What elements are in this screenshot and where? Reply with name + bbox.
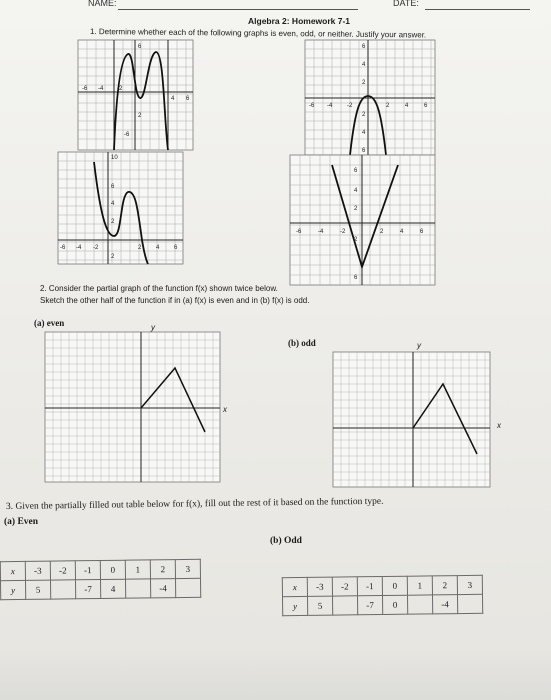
table-cell-blank[interactable] xyxy=(51,580,76,599)
g4-xtick: 2 xyxy=(380,229,384,235)
table-even xyxy=(0,559,201,600)
g3-ytick: 4 xyxy=(111,201,115,207)
g3-ytick: 2 xyxy=(111,254,115,260)
table-cell: 0 xyxy=(383,595,408,614)
g3-xtick: -4 xyxy=(76,245,82,251)
table-cell: 0 xyxy=(100,560,125,579)
q2-line1: 2. Consider the partial graph of the function f(x) shown twice below. xyxy=(40,284,278,293)
table-cell: 2 xyxy=(150,560,175,579)
q3-b-label: (b) Odd xyxy=(270,536,302,546)
g4-xtick: 4 xyxy=(400,229,404,235)
graph-4 xyxy=(290,155,435,285)
odd-x-axis-label: x xyxy=(497,421,501,430)
date-line xyxy=(425,9,530,10)
even-y-axis-label: y xyxy=(151,323,155,332)
g4-xtick: 6 xyxy=(420,229,424,235)
g2-ytick: 4 xyxy=(362,62,366,68)
g4-xtick: -6 xyxy=(296,229,302,235)
table-cell-blank[interactable] xyxy=(457,594,482,613)
worksheet-title: Algebra 2: Homework 7-1 xyxy=(248,16,351,26)
g1-ytick: -6 xyxy=(124,132,130,138)
table-cell: -3 xyxy=(25,561,50,580)
g2-ytick: 2 xyxy=(362,80,366,86)
g3-ytick: 2 xyxy=(111,219,115,225)
g2-ytick: 2 xyxy=(362,112,366,118)
g2-xtick: -6 xyxy=(309,103,315,109)
q1-prompt: 1. Determine whether each of the following graphs is even, odd, or neither. Justify your answer. xyxy=(89,27,427,40)
q2-line2: Sketch the other half of the function if in (a) f(x) is even and in (b) f(x) is odd. xyxy=(40,296,310,305)
g3-xtick: 2 xyxy=(138,245,142,251)
graph-even xyxy=(45,323,227,482)
table-cell: 1 xyxy=(407,576,432,595)
table-cell: -4 xyxy=(150,579,175,598)
g1-xtick: 6 xyxy=(186,96,190,102)
table-cell: 5 xyxy=(26,580,51,599)
table-cell: 4 xyxy=(101,579,126,598)
table-cell: -1 xyxy=(357,577,382,596)
page-bottom-shadow xyxy=(0,650,551,700)
g3-xtick: 4 xyxy=(156,245,160,251)
table-cell: -2 xyxy=(332,577,357,596)
graph-1 xyxy=(78,40,193,150)
table-cell: 2 xyxy=(432,576,457,595)
g3-ytick: 10 xyxy=(111,155,118,161)
g4-xtick: -4 xyxy=(318,229,324,235)
g1-ytick: 2 xyxy=(138,113,142,119)
g3-xtick: -6 xyxy=(60,245,66,251)
g2-ytick: 6 xyxy=(362,148,366,154)
g3-xtick: 6 xyxy=(174,245,178,251)
table-cell: -3 xyxy=(307,577,332,596)
table-cell: x xyxy=(0,561,25,580)
g2-ytick: 4 xyxy=(362,130,366,136)
graph-odd xyxy=(333,341,501,487)
table-row-x xyxy=(282,575,482,596)
table-cell: y xyxy=(1,580,26,599)
table-odd xyxy=(282,575,483,616)
q3-prompt: 3. Given the partially filled out table below for f(x), fill out the rest of it based on the function type. xyxy=(5,496,384,512)
g4-ytick: 6 xyxy=(354,275,358,281)
g2-ytick: 6 xyxy=(362,44,366,50)
g3-xtick: -2 xyxy=(93,245,99,251)
table-cell: -7 xyxy=(76,580,101,599)
table-cell: 5 xyxy=(308,596,333,615)
odd-y-axis-label: y xyxy=(417,341,421,350)
table-cell-blank[interactable] xyxy=(333,596,358,615)
table-row-y xyxy=(1,578,201,599)
g2-xtick: 2 xyxy=(386,103,390,109)
g2-xtick: -2 xyxy=(347,103,353,109)
table-row-y xyxy=(283,594,483,615)
table-cell: -7 xyxy=(358,596,383,615)
even-x-axis-label: x xyxy=(223,405,227,414)
g1-xtick: -2 xyxy=(117,86,123,92)
table-cell-blank[interactable] xyxy=(175,578,200,597)
table-cell: -2 xyxy=(50,561,75,580)
table-cell: 3 xyxy=(175,559,200,578)
g4-ytick: 6 xyxy=(354,168,358,174)
graph-2 xyxy=(305,40,435,155)
g1-xtick: 4 xyxy=(171,96,175,102)
g1-xtick: -4 xyxy=(98,86,104,92)
g4-xtick: -2 xyxy=(340,229,346,235)
graph-3 xyxy=(58,152,183,264)
date-label: DATE: xyxy=(393,0,419,8)
g1-xtick: -6 xyxy=(82,86,88,92)
g4-ytick: 4 xyxy=(354,188,358,194)
g4-ytick: 2 xyxy=(354,206,358,212)
table-cell: -1 xyxy=(75,561,100,580)
table-cell-blank[interactable] xyxy=(407,595,432,614)
table-cell-blank[interactable] xyxy=(125,579,150,598)
g4-ytick: 2 xyxy=(354,237,358,243)
table-cell: 0 xyxy=(382,576,407,595)
g2-xtick: 4 xyxy=(405,103,409,109)
table-cell: y xyxy=(283,596,308,615)
table-row-x xyxy=(0,559,200,580)
q2-b-label: (b) odd xyxy=(288,338,316,348)
table-cell: x xyxy=(282,577,307,596)
g2-xtick: -4 xyxy=(327,103,333,109)
table-cell: 3 xyxy=(457,575,482,594)
name-label: NAME: xyxy=(88,0,117,8)
g1-ytick: 6 xyxy=(138,44,142,50)
table-cell: -4 xyxy=(432,595,457,614)
q2-a-label: (a) even xyxy=(34,318,65,328)
g2-xtick: 6 xyxy=(424,103,428,109)
g3-ytick: 6 xyxy=(111,184,115,190)
q3-a-label: (a) Even xyxy=(4,517,39,527)
name-line xyxy=(118,9,358,10)
table-cell: 1 xyxy=(125,560,150,579)
